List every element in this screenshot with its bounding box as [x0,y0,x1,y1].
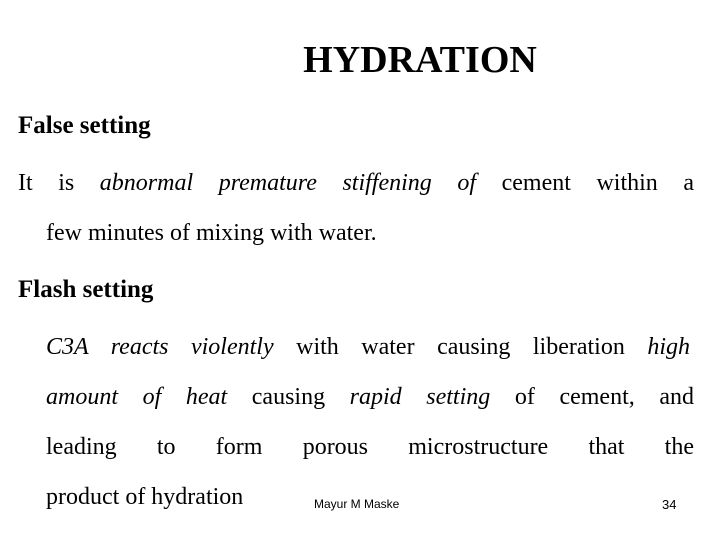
page-number: 34 [662,497,677,512]
page-title: HYDRATION [303,39,537,81]
text-segment: causing [227,384,350,410]
text-segment: with water causing liberation [273,334,648,360]
flash-setting-line-1 [46,334,690,361]
text-segment-emphasis: abnormal premature stiffening of [99,170,477,196]
text-segment: It is [18,170,100,196]
flash-setting-line-4: product of hydration [46,484,244,510]
false-setting-line-2: few minutes of mixing with water. [46,220,377,246]
flash-setting-line-2 [46,384,694,411]
text-segment-emphasis: C3A reacts violently [46,334,274,360]
text-segment-emphasis: amount of heat [46,384,228,410]
text-segment-emphasis: rapid setting [349,384,491,410]
flash-setting-line-3: leading to form porous microstructure that the [46,434,694,460]
text-segment: of cement, and [490,384,694,410]
heading-false-setting: False setting [18,112,151,139]
footer-author: Mayur M Maske [314,497,400,511]
text-segment-emphasis: high [647,334,691,360]
text-segment: cement within a [476,170,694,196]
false-setting-line-1 [18,170,694,197]
heading-flash-setting: Flash setting [18,276,154,303]
